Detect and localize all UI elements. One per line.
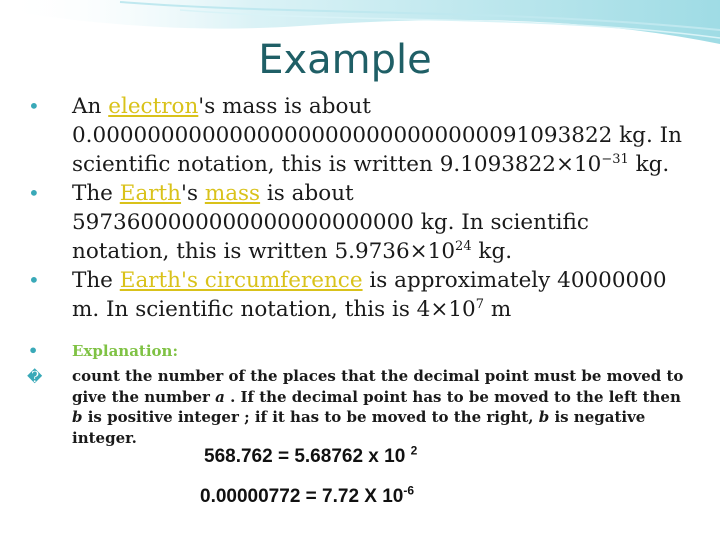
exponent: 24 — [455, 238, 472, 254]
bullet-text: 's — [181, 181, 205, 206]
bullet-electron — [28, 92, 688, 179]
bullet-dot-icon: • — [28, 341, 39, 360]
exponent: -6 — [403, 483, 415, 498]
electron-link[interactable]: electron — [108, 94, 199, 119]
variable-b: b — [538, 408, 550, 426]
equation-1 — [204, 443, 418, 468]
exponent: −31 — [601, 151, 629, 167]
bullet-text: m — [484, 297, 512, 322]
bullet-text: The — [72, 268, 120, 293]
bullet-text: 's mass is about 0.00000000000000000000000000000091093822 kg. In scientific notation, this is written 9.1093822×10 — [72, 94, 682, 177]
bullet-dot-icon: • — [28, 268, 40, 292]
bullet-dot-icon: • — [28, 181, 40, 205]
bullet-dot-icon: • — [28, 94, 40, 118]
explanation-text — [28, 366, 688, 448]
earth-link[interactable]: Earth — [119, 181, 182, 206]
exponent: 2 — [410, 443, 418, 458]
equation-text: 0.00000772 = 7.72 X 10 — [200, 486, 404, 507]
bullet-earth-mass — [28, 179, 688, 266]
bullet-text: kg. — [628, 152, 670, 177]
bullet-earth-circumference — [28, 266, 688, 324]
bullet-text: An — [72, 94, 109, 119]
slide-title: Example — [258, 37, 432, 83]
bullet-text: is about 5973600000000000000000000 kg. In scientific notation, this is written 5.9736×10 — [72, 181, 589, 264]
explanation-section — [28, 340, 688, 448]
variable-a: a — [215, 387, 225, 406]
bullet-text: kg. — [471, 239, 513, 264]
equation-text: 568.762 = 5.68762 x 10 — [204, 446, 411, 467]
explanation-part: is positive integer ; if it has to be moved to the right, — [82, 408, 539, 426]
mass-link[interactable]: mass — [204, 181, 261, 206]
explanation-part: is negative integer. — [72, 408, 646, 447]
earth-circumference-link[interactable]: Earth's circumference — [119, 268, 363, 293]
bullet-list — [28, 92, 688, 324]
explanation-heading-text: Explanation: — [72, 342, 178, 360]
variable-b: b — [72, 408, 83, 426]
exponent: 7 — [475, 296, 485, 312]
explanation-heading — [28, 340, 688, 362]
equation-2 — [200, 483, 415, 508]
explanation-part: . If the decimal point has to be moved to the left then — [224, 387, 681, 406]
explanation-part: count the number of the places that the decimal point must be moved to give the number — [72, 367, 684, 406]
bullet-text: is approximately 40000000 m. In scientific notation, this is 4×10 — [72, 268, 667, 322]
bullet-text: The — [72, 181, 120, 206]
missing-glyph-box-icon: � — [27, 368, 43, 386]
